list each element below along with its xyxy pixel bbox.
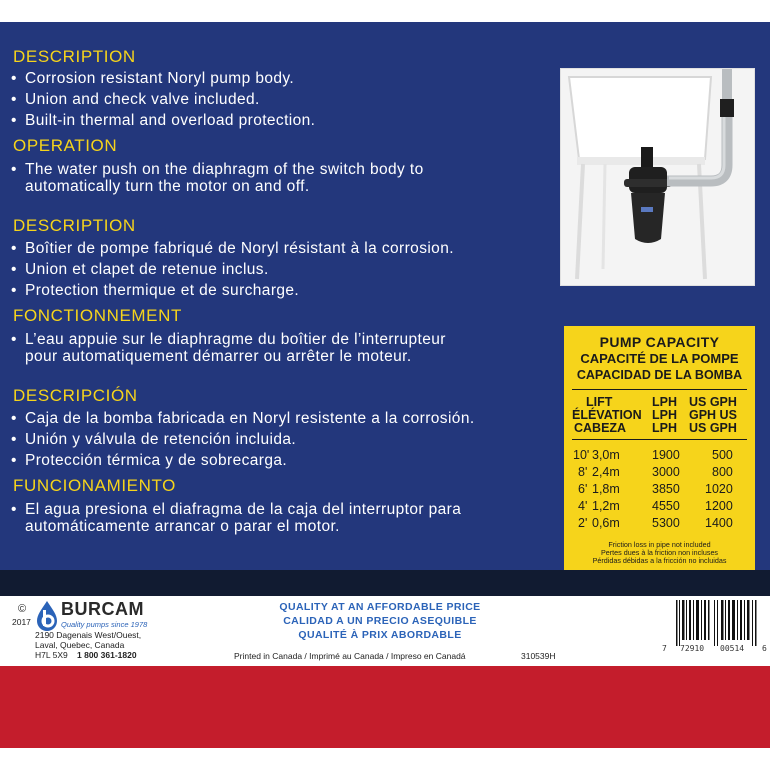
friction-note: Pertes dues à la friction non incluses bbox=[600, 548, 719, 557]
lift-feet: 6' bbox=[578, 482, 588, 496]
spanish-operation-heading: FUNCIONAMIENTO bbox=[13, 476, 176, 495]
lift-meters: 1,8m bbox=[592, 482, 620, 496]
burcam-logo bbox=[35, 600, 59, 632]
lph-value: 3850 bbox=[652, 482, 680, 496]
red-band bbox=[0, 666, 770, 748]
postal-code: H7L 5X9 bbox=[35, 650, 68, 660]
dark-separator-band bbox=[0, 570, 770, 596]
lift-meters: 3,0m bbox=[592, 448, 620, 462]
pump-capacity-table bbox=[564, 326, 755, 571]
header-gph: US GPH bbox=[689, 395, 737, 409]
brand-tagline: Quality pumps since 1978 bbox=[61, 620, 148, 629]
barcode-digit: 00514 bbox=[720, 644, 745, 653]
lift-feet: 4' bbox=[578, 499, 588, 513]
lift-meters: 0,6m bbox=[592, 516, 620, 530]
address-line: 2190 Dagenais West/Ouest, bbox=[35, 630, 142, 640]
top-white-strip bbox=[0, 0, 770, 22]
lph-value: 3000 bbox=[652, 465, 680, 479]
address-line: Laval, Quebec, Canada bbox=[35, 640, 125, 650]
capacity-divider bbox=[572, 439, 747, 440]
barcode-digit: 6 bbox=[762, 644, 767, 653]
gph-value: 1400 bbox=[705, 516, 733, 530]
upc-barcode bbox=[670, 600, 762, 646]
friction-note: Friction loss in pipe not included bbox=[608, 540, 711, 549]
slogan-fr: QUALITÉ À PRIX ABORDABLE bbox=[298, 629, 462, 641]
header-lift: CABEZA bbox=[574, 421, 627, 435]
copyright-symbol: © bbox=[18, 603, 27, 615]
product-code: 310539H bbox=[521, 651, 556, 661]
english-operation-heading: OPERATION bbox=[13, 136, 118, 155]
slogan-es: CALIDAD A UN PRECIO ASEQUIBLE bbox=[283, 615, 477, 627]
brand-name: BURCAM bbox=[61, 599, 144, 619]
french-description-item: • Boîtier de pompe fabriqué de Noryl résistant à la corrosion. bbox=[11, 240, 454, 257]
lph-value: 5300 bbox=[652, 516, 680, 530]
lift-feet: 8' bbox=[578, 465, 588, 479]
bottom-white-strip bbox=[0, 748, 770, 770]
english-description-item: • Corrosion resistant Noryl pump body. bbox=[11, 70, 295, 87]
friction-note: Pérdidas débidas a la fricción no incluidas bbox=[592, 556, 727, 565]
french-description-item: • Union et clapet de retenue inclus. bbox=[11, 261, 269, 278]
lift-meters: 1,2m bbox=[592, 499, 620, 513]
spanish-description-item: • Protección térmica y de sobrecarga. bbox=[11, 452, 288, 469]
header-lift: LIFT bbox=[586, 395, 613, 409]
header-lph: LPH bbox=[652, 421, 677, 435]
english-description-item: • Union and check valve included. bbox=[11, 91, 260, 108]
english-description-heading: DESCRIPTION bbox=[13, 47, 136, 66]
lph-value: 1900 bbox=[652, 448, 680, 462]
french-operation-heading: FONCTIONNEMENT bbox=[13, 306, 182, 325]
phone-number: 1 800 361-1820 bbox=[77, 650, 137, 660]
barcode-digit: 7 bbox=[662, 644, 667, 653]
lift-feet: 2' bbox=[578, 516, 588, 530]
capacity-divider bbox=[572, 389, 747, 390]
copyright-year: 2017 bbox=[12, 617, 31, 627]
lph-value: 4550 bbox=[652, 499, 680, 513]
capacity-title-en: PUMP CAPACITY bbox=[599, 334, 720, 350]
header-gph: GPH US bbox=[689, 408, 737, 422]
printed-in-canada: Printed in Canada / Imprimé au Canada / Impreso en Canadá bbox=[234, 651, 466, 661]
header-lph: LPH bbox=[652, 395, 677, 409]
gph-value: 1020 bbox=[705, 482, 733, 496]
header-gph: US GPH bbox=[689, 421, 737, 435]
spanish-operation-text: • El agua presiona el diafragma de la caja del interruptor para automáticamente arrancar o parar el motor. bbox=[11, 501, 462, 535]
english-description-item: • Built-in thermal and overload protection. bbox=[11, 112, 316, 129]
spanish-description-item: • Unión y válvula de retención incluida. bbox=[11, 431, 297, 448]
spanish-description-item: • Caja de la bomba fabricada en Noryl resistente a la corrosión. bbox=[11, 410, 475, 427]
barcode-digit: 72910 bbox=[680, 644, 705, 653]
product-photo bbox=[560, 68, 755, 286]
pump-sink-illustration bbox=[561, 69, 754, 285]
french-operation-text: • L’eau appuie sur le diaphragme du boîtier de l’interrupteur pour automatiquement démarrer ou arrêter le moteur. bbox=[11, 331, 446, 365]
capacity-title-fr: CAPACITÉ DE LA POMPE bbox=[580, 351, 739, 366]
footer bbox=[0, 596, 770, 666]
french-description-item: • Protection thermique et de surcharge. bbox=[11, 282, 300, 299]
header-lph: LPH bbox=[652, 408, 677, 422]
lift-feet: 10' bbox=[573, 448, 590, 462]
burcam-drop-icon bbox=[35, 600, 59, 632]
french-description-heading: DESCRIPTION bbox=[13, 216, 136, 235]
lift-meters: 2,4m bbox=[592, 465, 620, 479]
gph-value: 800 bbox=[712, 465, 733, 479]
capacity-title-es: CAPACIDAD DE LA BOMBA bbox=[576, 368, 743, 382]
slogan-en: QUALITY AT AN AFFORDABLE PRICE bbox=[279, 601, 481, 613]
gph-value: 1200 bbox=[705, 499, 733, 513]
info-panel bbox=[0, 22, 770, 570]
spanish-description-heading: DESCRIPCIÓN bbox=[13, 386, 138, 405]
gph-value: 500 bbox=[712, 448, 733, 462]
english-operation-text: • The water push on the diaphragm of the switch body to automatically turn the motor on and off. bbox=[11, 161, 424, 195]
header-lift: ÉLÉVATION bbox=[572, 408, 642, 422]
